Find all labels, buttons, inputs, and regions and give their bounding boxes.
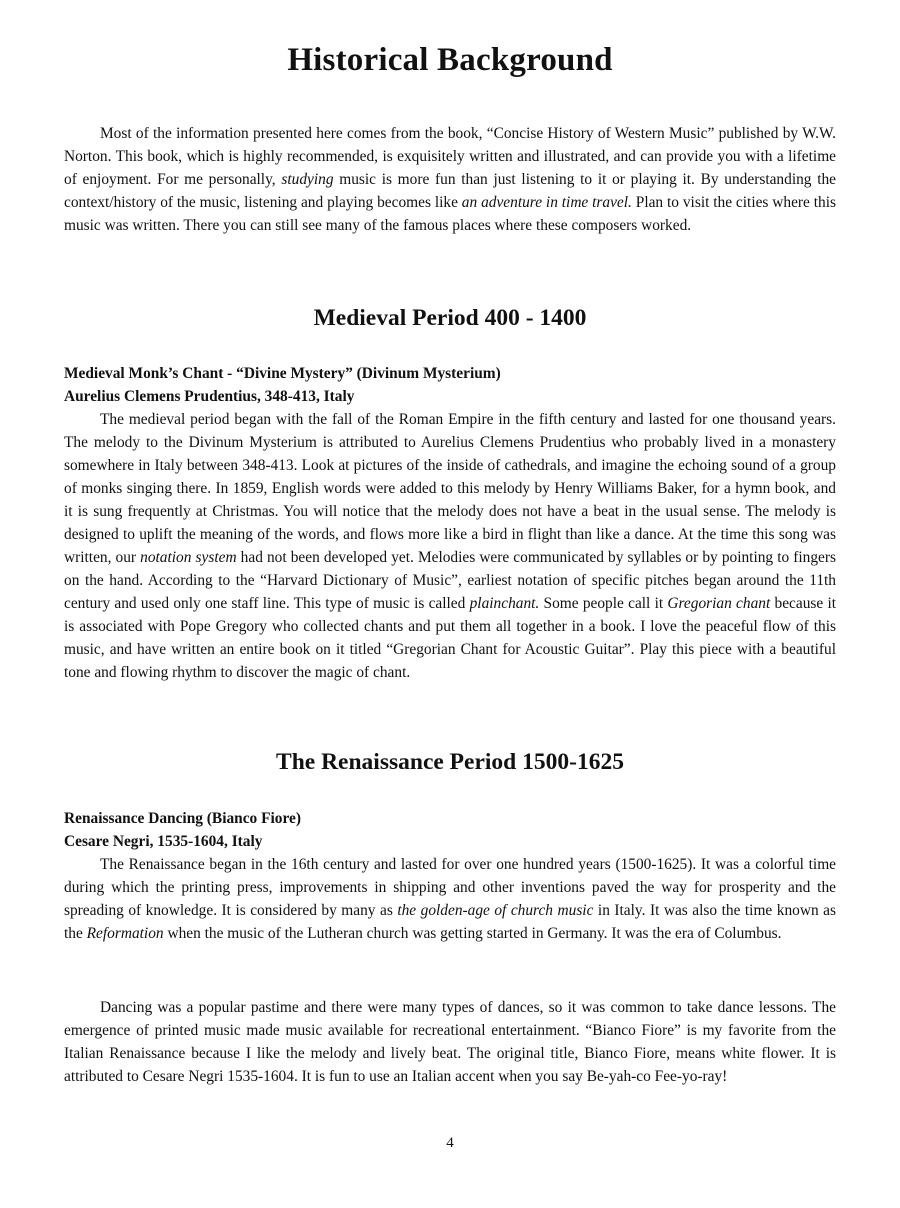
medieval-text-4: because it is associated with Pope Gregory who collected chants and put them all together in a book. I love the peaceful flow of this music, and have written an entire book on it titled “Gregorian Chant for Acoustic Guitar”. Play this piece with a beautiful tone and flowing rhythm to discover the magic of chant. <box>64 595 837 681</box>
section-heading-medieval: Medieval Period 400 - 1400 <box>313 305 587 331</box>
intro-text-2: music is more fun than just listening to it or playing it. By understanding the context/history of the music, listening and playing becomes like <box>64 171 837 211</box>
renaissance-paragraph-1 <box>64 853 836 945</box>
intro-section <box>64 122 836 237</box>
renaissance-text-2: in Italy. It was also the time known as the <box>64 902 836 942</box>
medieval-composer: Aurelius Clemens Prudentius, 348-413, Italy <box>64 388 355 405</box>
page-number: 4 <box>446 1135 454 1151</box>
intro-text-1: Most of the information presented here comes from the book, “Concise History of Western Music” published by W.W. Norton. This book, which is highly recommended, is exquisitely written and illustrated, and can provide you with a lifetime of enjoyment. For me personally, <box>64 125 836 188</box>
intro-emphasis-adventure: an adventure in time travel. <box>461 194 632 211</box>
medieval-text-2: had not been developed yet. Melodies were communicated by syllables or by pointing to fingers on the hand. According to the “Harvard Dictionary of Music”, earliest notation of specific pitches began around the 11th century and used only one staff line. This type of music is called <box>64 549 837 612</box>
renaissance-text-3: when the music of the Lutheran church was getting started in Germany. It was the era of Columbus. <box>163 925 782 942</box>
medieval-piece-title: Medieval Monk’s Chant - “Divine Mystery” (Divinum Mysterium) <box>64 365 501 382</box>
renaissance-section-2 <box>64 996 836 1088</box>
renaissance-paragraph-2: Dancing was a popular pastime and there were many types of dances, so it was common to take dance lessons. The emergence of printed music made music available for recreational entertainment. “Bianco Fiore” is my favorite from the Italian Renaissance because I like the melody and lively beat. The original title, Bianco Fiore, means white flower. It is attributed to Cesare Negri 1535-1604. It is fun to use an Italian accent when you say Be-yah-co Fee-yo-ray! <box>64 999 836 1085</box>
renaissance-text-1: The Renaissance began in the 16th century and lasted for over one hundred years (1500-1625). It was a colorful time during which the printing press, improvements in shipping and other inventions paved the way for prosperity and the spreading of knowledge. It is considered by many as <box>64 856 836 919</box>
medieval-emphasis-plainchant: plainchant. <box>469 595 540 612</box>
renaissance-emphasis-golden-age: the golden-age of church music <box>397 902 594 919</box>
medieval-emphasis-notation: notation system <box>140 549 237 566</box>
medieval-text-3: Some people call it <box>539 595 668 612</box>
medieval-section <box>64 362 836 684</box>
intro-paragraph <box>64 122 836 237</box>
medieval-paragraph <box>64 408 836 684</box>
intro-emphasis-studying: studying <box>281 171 334 188</box>
page-title: Historical Background <box>287 42 613 78</box>
intro-text-3: Plan to visit the cities where this music was written. There you can still see many of the famous places where these composers worked. <box>64 194 836 234</box>
renaissance-section <box>64 807 836 945</box>
renaissance-emphasis-reformation: Reformation <box>86 925 164 942</box>
medieval-emphasis-gregorian: Gregorian chant <box>667 595 771 612</box>
renaissance-composer: Cesare Negri, 1535-1604, Italy <box>64 833 263 850</box>
medieval-text-1: The medieval period began with the fall of the Roman Empire in the fifth century and lasted for one thousand years. The melody to the Divinum Mysterium is attributed to Aurelius Clemens Prudentius who probably lived in a monastery somewhere in Italy between 348-413. Look at pictures of the inside of cathedrals, and imagine the echoing sound of a group of monks singing there. In 1859, English words were added to this melody by Henry Williams Baker, for a hymn book, and it is sung frequently at Christmas. You will notice that the melody does not have a beat in the usual sense. The melody is designed to uplift the meaning of the words, and flows more like a bird in flight than like a dance. At the time this song was written, our <box>64 411 836 566</box>
renaissance-piece-title: Renaissance Dancing (Bianco Fiore) <box>64 810 301 827</box>
section-heading-renaissance: The Renaissance Period 1500-1625 <box>276 749 624 775</box>
